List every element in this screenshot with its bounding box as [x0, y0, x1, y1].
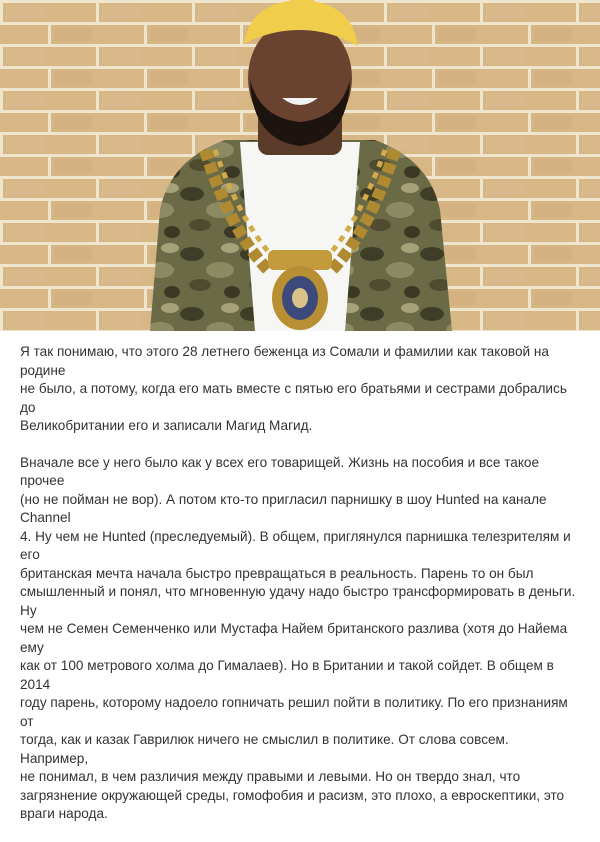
article-photo — [0, 0, 600, 331]
article-paragraph-1: Я так понимаю, что этого 28 летнего беженца из Сомали и фамилии как таковой на родине не было, а потому, когда его мать вместе с пятью его братьями и сестрами добрались до Великобритании его и записали Магид Магид. — [20, 344, 567, 433]
article-paragraph-2: Вначале все у него было как у всех его товарищей. Жизнь на пособия и все такое прочее (но не пойман не вор). А потом кто-то пригласил парнишку в шоу Hunted на канале Channel 4. Ну чем не Hunted (преследуемый). В общем, приглянулся парнишка телезрителям и его британская мечта начала быстро превращаться в реальность. Парень то он был смышленный и понял, что мгновенную удачу надо быстро трансформировать в деньги. Ну чем не Семен Семенченко или Мустафа Найем британского разлива (хотя до Найема ему как от 100 метрового холма до Гималаев). Но в Британии и такой сойдет. В общем в 2014 году парень, которому надоело гопничать решил пойти в политику. По его признаниям от тогда, как и казак Гаврилюк ничего не смыслил в политике. От слова совсем. Например, не понимал, в чем различия между правыми и левыми. Но он твердо знал, что загрязнение окружающей среды, гомофобия и расизм, это плохо, а евроскептики, это враги народа. — [20, 454, 576, 821]
article-body — [20, 343, 580, 842]
